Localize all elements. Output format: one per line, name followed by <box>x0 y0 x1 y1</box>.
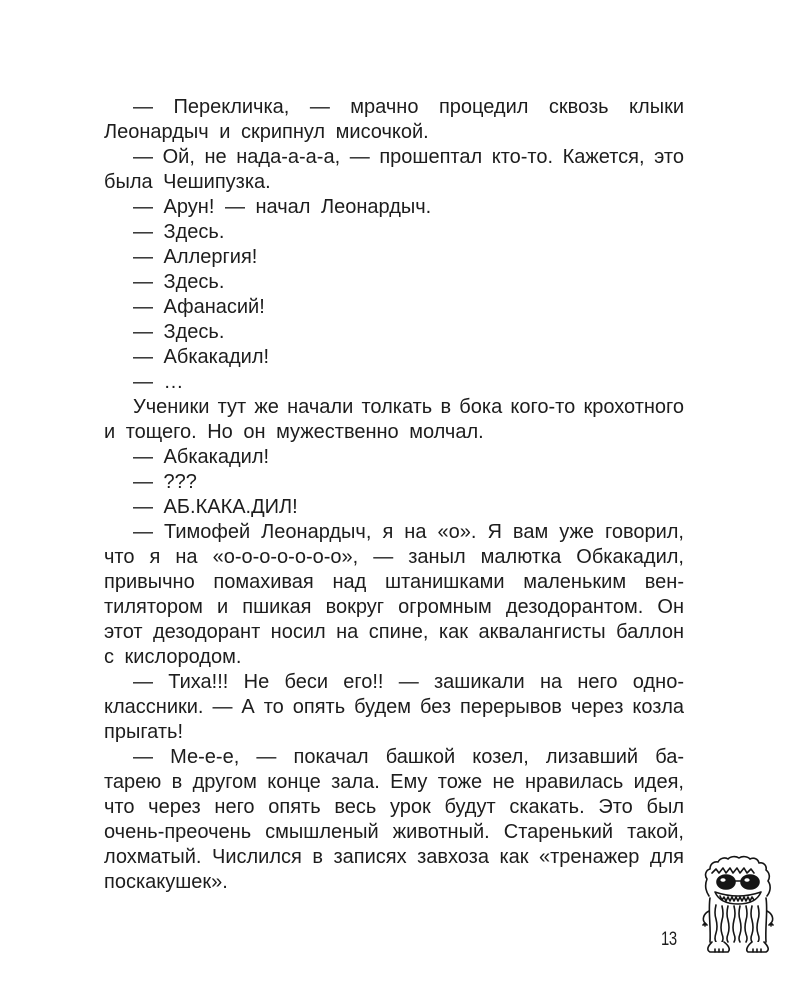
text-line: — Здесь. <box>133 321 225 343</box>
text-line: — Афанасий! <box>133 296 265 318</box>
text-line: — Здесь. <box>133 221 225 243</box>
text-line: Ученики тут же начали толкать в бока кого-то крохотного <box>133 396 684 418</box>
monster-feet <box>708 942 768 952</box>
paragraph <box>104 195 684 220</box>
text-line: — Здесь. <box>133 271 225 293</box>
text-line: — Тиха!!! Не беси его!! — зашикали на него одно- <box>133 671 684 693</box>
monster-drawing <box>698 855 778 955</box>
text-line: была Чешипузка. <box>104 171 271 193</box>
monster-hair <box>712 868 754 873</box>
paragraph <box>104 670 684 745</box>
paragraph <box>104 470 684 495</box>
monster-arms <box>703 911 773 926</box>
paragraph <box>104 745 684 895</box>
text-line: очень-преочень смышленый животный. Старенький такой, <box>104 821 684 843</box>
paragraph <box>104 245 684 270</box>
text-line: — Ме-е-е, — покачал башкой козел, лизавший ба- <box>133 746 684 768</box>
paragraph <box>104 95 684 145</box>
text-line: — Перекличка, — мрачно процедил сквозь клыки <box>133 96 684 118</box>
text-line: — ??? <box>133 471 197 493</box>
paragraph <box>104 445 684 470</box>
paragraph <box>104 220 684 245</box>
text-line: — Абкакадил! <box>133 446 270 468</box>
text-line: классники. — А то опять будем без перерывов через козла <box>104 696 684 718</box>
text-line: — … <box>133 371 184 393</box>
text-line: — Ой, не нада-а-а-а, — прошептал кто-то. Кажется, это <box>133 146 684 168</box>
page-number: 13 <box>661 929 677 950</box>
text-line: прыгать! <box>104 721 184 743</box>
text-line: с кислородом. <box>104 646 242 668</box>
text-line: Леонардыч и скрипнул мисочкой. <box>104 121 429 143</box>
text-line: тарею в другом конце зала. Ему тоже не нравилась идея, <box>104 771 684 793</box>
text-line: тилятором и пшикая вокруг огромным дезодорантом. Он <box>104 596 684 618</box>
text-line: — Арун! — начал Леонардыч. <box>133 196 432 218</box>
text-line: поскакушек». <box>104 871 228 893</box>
text-line: лохматый. Числился в записях завхоза как «тренажер для <box>104 846 684 868</box>
text-line: — Аллергия! <box>133 246 258 268</box>
text-line: — Абкакадил! <box>133 346 270 368</box>
monster-head <box>706 857 771 896</box>
paragraph <box>104 370 684 395</box>
paragraph <box>104 520 684 670</box>
page-text <box>104 95 684 895</box>
paragraph <box>104 395 684 445</box>
text-line: что я на «о-о-о-о-о-о-о», — заныл малютка Обкакадил, <box>104 546 684 568</box>
monster-mouth <box>715 892 761 904</box>
text-line: и тощего. Но он мужественно молчал. <box>104 421 484 443</box>
text-line: что через него опять весь урок будут скакать. Это был <box>104 796 684 818</box>
text-line: привычно помахивая над штанишками маленьким вен- <box>104 571 684 593</box>
paragraph <box>104 320 684 345</box>
paragraph <box>104 295 684 320</box>
text-line: этот дезодорант носил на спине, как аквалангисты баллон <box>104 621 684 643</box>
monster-eyes <box>717 875 759 889</box>
text-line: — Тимофей Леонардыч, я на «о». Я вам уже говорил, <box>133 521 684 543</box>
text-line: — АБ.КАКА.ДИЛ! <box>133 496 298 518</box>
paragraph <box>104 270 684 295</box>
paragraph <box>104 145 684 195</box>
paragraph <box>104 345 684 370</box>
paragraph <box>104 495 684 520</box>
monster-illustration <box>698 855 778 955</box>
